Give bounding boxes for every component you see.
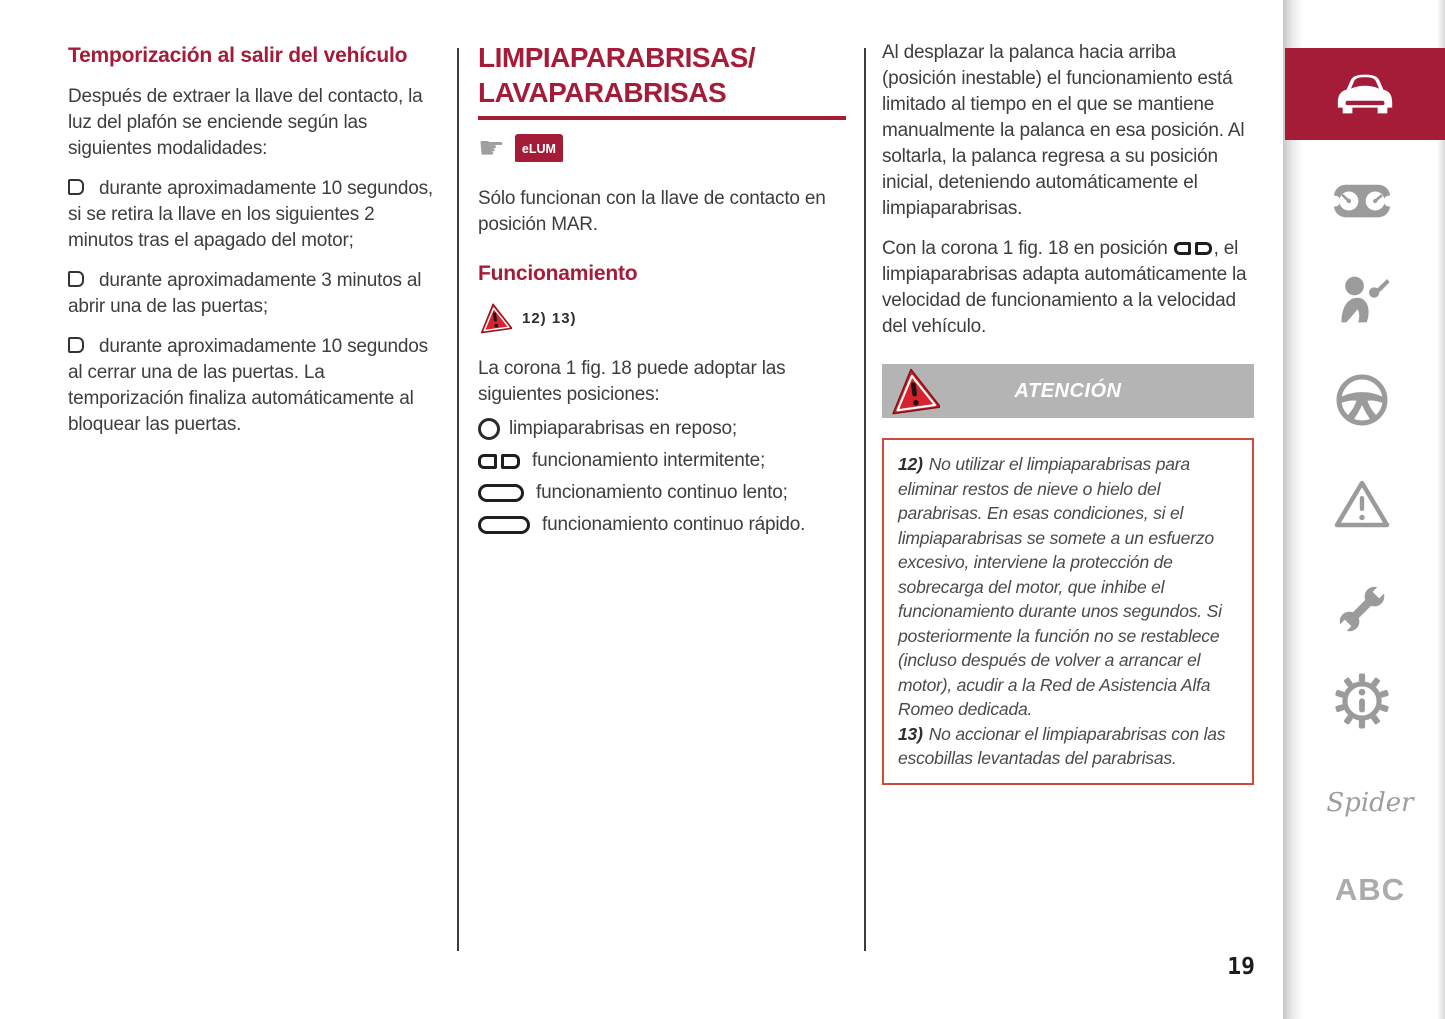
bullet-item: durante aproximadamente 10 segundos al cerrar una de las puertas. La temporización finaliza automáticamente al bloquear las puertas. (68, 336, 428, 435)
subsection-heading: Funcionamiento (478, 262, 638, 285)
warning-note: 12) No utilizar el limpiaparabrisas para eliminar restos de nieve o hielo del parabrisas. En esas condiciones, si el limpiaparabrisas se somete a un esfuerzo excesivo, interviene la protección de sobrecarga del motor, que inhibe el funcionamiento durante unos segundos. Si posteriormente la función no se restablece (incluso después de volver a arrancar el motor), acudir a la Red de Asistencia Alfa Romeo dedicada. (898, 454, 1222, 719)
wiper-continuous-fast-icon (478, 516, 530, 534)
page-number: 19 (1227, 954, 1255, 980)
sidebar-tab-safety[interactable] (1333, 272, 1391, 328)
pointing-hand-icon: ☛ (478, 132, 505, 165)
column-divider (864, 48, 866, 951)
body-paragraph: Al desplazar la palanca hacia arriba (posición inestable) el funcionamiento está limitado al tiempo en el que se mantiene manualmente la palanca en esa posición. Al soltarla, la palanca regresa a su posición inicial, deteniendo automáticamente el limpiaparabrisas. (882, 42, 1245, 219)
bullet-item: durante aproximadamente 10 segundos, si se retira la llave en los siguientes 2 minutos tras el apagado del motor; (68, 178, 433, 251)
warning-notes-box (882, 438, 1254, 785)
wiper-continuous-slow-icon (478, 484, 524, 502)
bullet-item: durante aproximadamente 3 minutos al abrir una de las puertas; (68, 270, 422, 317)
elum-book-icon: eLUM (515, 134, 563, 164)
sidebar-tab-service[interactable] (1333, 580, 1391, 638)
wiper-position-item: funcionamiento continuo lento; (478, 482, 846, 504)
warning-triangle-gray-icon (1334, 478, 1390, 530)
wiper-position-item: funcionamiento continuo rápido. (478, 514, 846, 536)
column-divider (457, 48, 459, 951)
warning-references: 12) 13) (478, 302, 846, 334)
attention-banner (882, 364, 1254, 418)
square-bullet-icon (68, 337, 84, 353)
page-title: LIMPIAPARABRISAS/ LAVAPARABRISAS (478, 42, 756, 108)
sidebar-tab-emergency[interactable] (1333, 478, 1391, 530)
square-bullet-icon (68, 179, 84, 195)
sidebar-tab-driving[interactable] (1333, 372, 1391, 428)
body-paragraph: Con la corona 1 fig. 18 en posición , el limpiaparabrisas adapta automáticamente la velocidad de funcionamiento a la velocidad del vehículo. (882, 238, 1247, 337)
wiper-intermittent-icon (1174, 242, 1212, 255)
airbag-icon (1334, 272, 1390, 328)
sidebar-tab-index[interactable]: ABC (1334, 872, 1406, 907)
page-edge-shadow (1283, 0, 1303, 1019)
warning-note: 13) No accionar el limpiaparabrisas con las escobillas levantadas del parabrisas. (898, 723, 1226, 768)
gear-info-icon (1333, 672, 1391, 730)
column-right (882, 40, 1254, 785)
column-middle (478, 40, 846, 546)
wrench-icon (1333, 580, 1391, 638)
warning-triangle-icon (478, 302, 512, 334)
wiper-intermittent-icon (478, 454, 520, 469)
sidebar-tab-dashboard[interactable] (1333, 180, 1391, 222)
warning-triangle-icon (888, 362, 940, 420)
square-bullet-icon (68, 271, 84, 287)
sidebar-tab-vehicle-active[interactable] (1285, 48, 1445, 140)
wiper-rest-icon (478, 418, 500, 440)
sidebar-tab-spider[interactable]: Spider (1326, 788, 1414, 818)
column-left (68, 44, 440, 452)
section-heading: Temporización al salir del vehículo (68, 44, 408, 67)
attention-label: ATENCIÓN (1014, 379, 1122, 402)
steering-wheel-icon (1334, 372, 1390, 428)
intro-paragraph: Después de extraer la llave del contacto, la luz del plafón se enciende según las siguientes modalidades: (68, 86, 423, 159)
car-front-icon (1332, 71, 1398, 117)
instrument-cluster-icon (1333, 180, 1391, 222)
title-underline (478, 116, 846, 120)
intro-paragraph: Sólo funcionan con la llave de contacto en posición MAR. (478, 188, 826, 235)
page-edge-shadow-right (1437, 0, 1445, 1019)
sidebar-tab-technical-info[interactable] (1333, 672, 1391, 730)
positions-intro: La corona 1 fig. 18 puede adoptar las siguientes posiciones: (478, 358, 786, 405)
wiper-position-item: limpiaparabrisas en reposo; (478, 418, 846, 440)
wiper-position-item: funcionamiento intermitente; (478, 450, 846, 472)
reference-icons-row (478, 134, 846, 164)
